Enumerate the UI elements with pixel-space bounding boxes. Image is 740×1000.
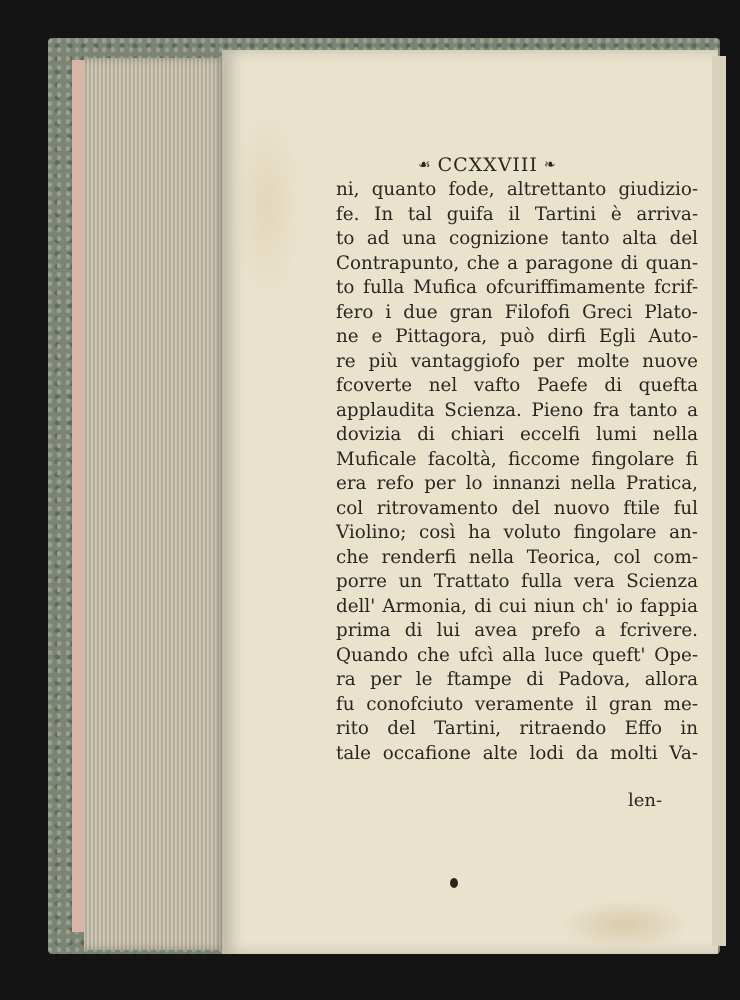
text-line: ra per le ftampe di Padova, allora [336,669,698,690]
text-line: fe. In tal guifa il Tartini è arriva- [336,203,698,225]
text-line: Quando che ufcì alla luce queft' Ope- [336,644,698,666]
page-stain [232,110,302,300]
catchword: len- [628,790,663,811]
ink-spot [450,878,458,888]
text-line: fu conofciuto veramente il gran me- [336,693,698,715]
text-line: tale occafione alte lodi da molti Va- [336,742,698,764]
page-number: CCXXVIII [437,154,538,176]
text-line: re più vantaggiofo per molte nuove [336,350,698,372]
facing-page-edge [712,56,726,946]
text-line: Violino; così ha voluto fingolare an- [336,522,698,543]
text-line: col ritrovamento del nuovo ftile ful [336,497,698,519]
text-line: che renderfi nella Teorica, col com- [336,546,698,568]
text-line: rito del Tartini, ritraendo Effo in [336,718,698,739]
text-line: ni, quanto fode, altrettanto giudizio- [336,179,698,200]
page-stain-bottom [560,900,690,950]
text-line: Muficale facoltà, ficcome fingolare fi [336,448,698,470]
text-line: era refo per lo innanzi nella Pratica, [336,473,698,494]
text-line: dell' Armonia, di cui niun ch' io fappia [336,595,698,617]
body-text [336,178,698,766]
ornament-right-icon: ❧ [543,157,557,173]
text-line: porre un Trattato fulla vera Scienza [336,571,698,592]
text-line: ne e Pittagora, può dirfi Egli Auto- [336,326,698,347]
text-line: dovizia di chiari eccelfi lumi nella [336,424,698,445]
text-line: to ad una cognizione tanto alta del [336,228,698,249]
text-line: to fulla Mufica ofcuriffimamente fcrif- [336,277,698,298]
text-line: applaudita Scienza. Pieno fra tanto a [336,399,698,421]
text-line: fero i due gran Filofofi Greci Plato- [336,301,698,323]
text-line: prima di lui avea prefo a fcrivere. [336,620,698,641]
page-header [418,150,618,180]
text-line: fcoverte nel vafto Paefe di quefta [336,375,698,396]
page-edges-stack [84,58,226,950]
text-line: Contrapunto, che a paragone di quan- [336,252,698,274]
ornament-left-icon: ☙ [418,157,432,173]
